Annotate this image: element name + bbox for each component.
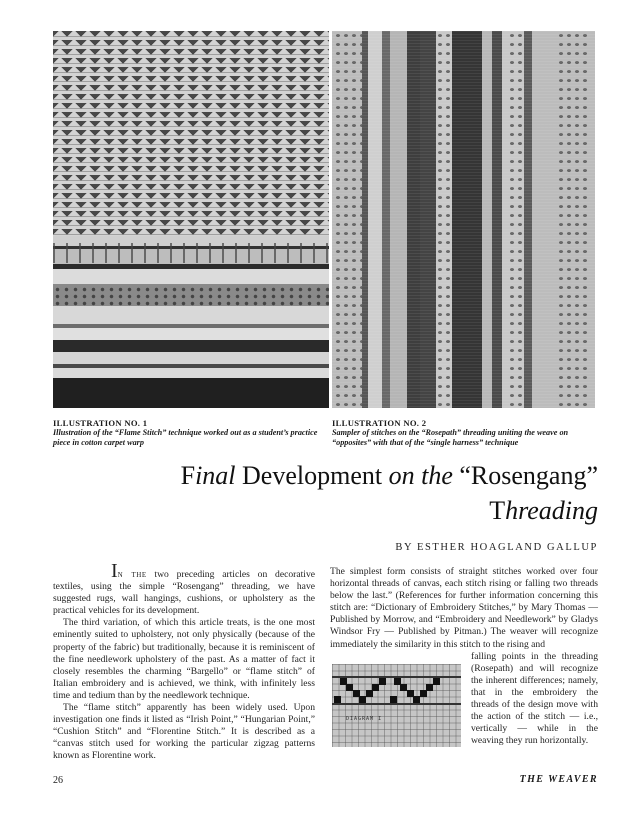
diagram-square [433,678,440,685]
diagram-square [400,684,407,691]
byline: BY ESTHER HOAGLAND GALLUP [395,542,598,553]
diagram-square [359,696,366,703]
diagram-label: DIAGRAM I [346,716,383,722]
diagram-square [379,678,386,685]
flame-stitch-shading [53,31,329,236]
paragraph [53,560,315,617]
paragraph: The “flame stitch” apparently has been widely used. Upon investigation one finds it listed as “Irish Point,” “Hungarian Point,” “Cushion Stitch” and “Florentine Stitch.” It is described as a “canvas stitch used for working the particular zigzag patterns known as Florentine work. [53,702,315,762]
diagram-square [413,696,420,703]
body-column-left [53,560,315,763]
diagram-square [420,690,427,697]
title-fragment: “Rosengang” [452,461,598,490]
illustration-1-photo [53,31,329,408]
diagram-square [426,684,433,691]
title-fragment: hreading [505,496,598,525]
drop-cap: I [111,560,118,582]
publication-title: THE WEAVER [519,774,598,785]
paragraph-text: two preceding articles on decorative textiles, using the simple “Rosengang” threading, we have suggested rugs, wall hangings, cushions, or upholstery as the practical vehicles for its development. [53,569,315,617]
caption-label: ILLUSTRATION NO. 2 [332,418,427,428]
tick-band [53,243,329,263]
illustration-2-caption [332,418,600,448]
diagram-square [346,684,353,691]
title-fragment: on the [388,461,453,490]
page-number: 26 [53,775,63,786]
title-line-2 [155,493,598,528]
lead-in: n the [117,569,147,580]
diagram-square [366,690,373,697]
diagram-square [334,696,341,703]
weave-texture [332,31,595,408]
title-fragment: T [489,496,506,525]
caption-text: Illustration of the “Flame Stitch” technique worked out as a student’s practice piece in cotton carpet warp [53,428,318,447]
title-fragment: inal [195,461,236,490]
diagram-line [332,703,461,705]
caption-label: ILLUSTRATION NO. 1 [53,418,148,428]
dotted-band [53,286,329,306]
illustration-1-caption [53,418,329,448]
paragraph: The simplest form consists of straight stitches worked over four horizontal threads of canvas, each stitch rising or falling two threads below the last.” (References for further information concerning this stitch are: “Dictionary of Embroidery Stitches,” by Mary Thomas — Published by Morrow, and “Embroidery and Needlework” by Gladys Windsor Fry — Published by Pitman.) The weaver will recognize immediately the similarity in this stitch to the rising and [330,566,598,650]
paragraph: The third variation, of which this article treats, is the one most eminently suited to upholstery, not only physically (because of the property of the fabric) but traditionally, because it is reminiscent of the fine needlework upholstery of the past. As a matter of fact it closely resembles the charming “Bargello” or “flame stitch” of Italian embroidery and is achieved, we think, with infinitely less time and tedium than by the needlework technique. [53,617,315,701]
title-fragment: Development [235,461,389,490]
diagram-square [372,684,379,691]
paragraph-wrapped: falling points in the threading (Rosepath) and will recognize the inherent differences; namely, that in the embroidery the threads of the design move with the action of the stitch — i.e., vertically — while in the weaving they run horizontally. [471,650,598,747]
illustration-2-photo [332,31,595,408]
diagram-square [390,696,397,703]
title-fragment: F [180,461,196,490]
diagram-figure [332,664,461,747]
title-line-1 [155,458,598,493]
caption-text: Sampler of stitches on the “Rosepath” threading uniting the weave on “opposites” with that of the “single harness” technique [332,428,569,447]
article-title [155,458,598,528]
